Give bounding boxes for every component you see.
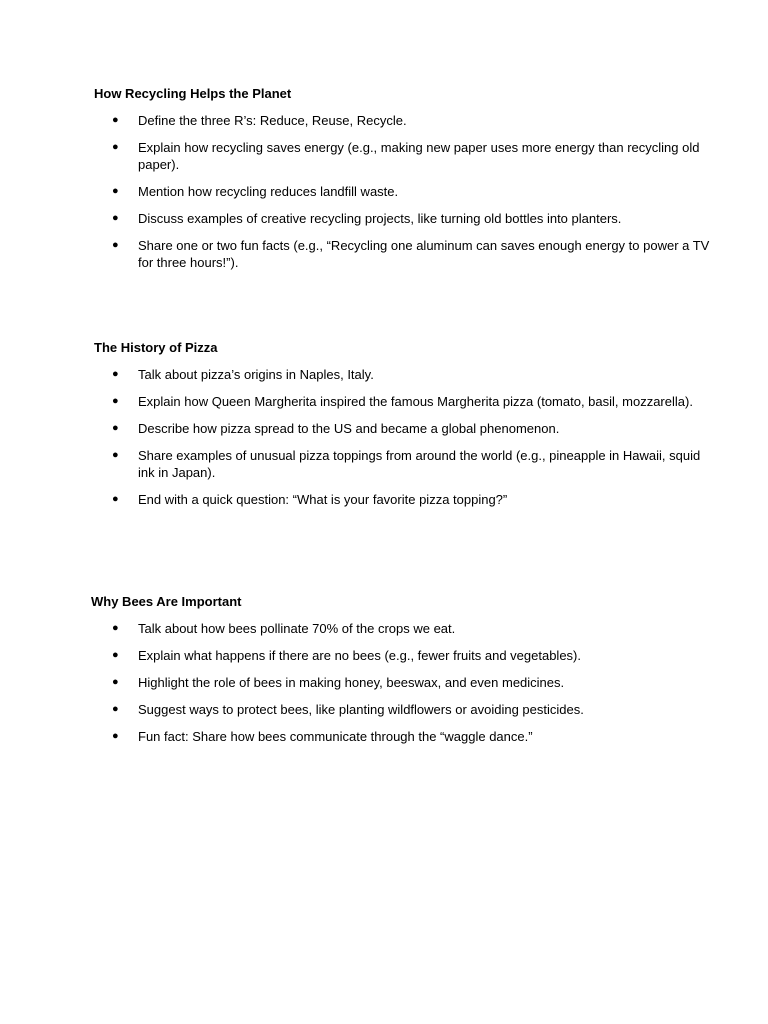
- list-item: ● Discuss examples of creative recycling projects, like turning old bottles into planters.: [112, 211, 622, 226]
- section-title: How Recycling Helps the Planet: [94, 86, 292, 101]
- bullet-icon: ●: [112, 676, 119, 688]
- bullet-list: [94, 112, 714, 271]
- bullet-icon: ●: [112, 730, 119, 742]
- list-item: ● End with a quick question: “What is your favorite pizza topping?”: [112, 492, 508, 507]
- bullet-icon: ●: [112, 212, 119, 224]
- list-item: ● Mention how recycling reduces landfill waste.: [112, 184, 399, 199]
- bullet-icon: ●: [112, 622, 119, 634]
- bullet-icon: ●: [112, 493, 119, 505]
- section-title: Why Bees Are Important: [91, 594, 242, 609]
- bullet-icon: ●: [112, 141, 119, 153]
- bullet-icon: ●: [112, 649, 119, 661]
- list-item: ● Describe how pizza spread to the US and became a global phenomenon.: [112, 421, 560, 436]
- section-recycling: [94, 85, 714, 271]
- bullet-icon: ●: [112, 368, 119, 380]
- list-item: ● Define the three R’s: Reduce, Reuse, Recycle.: [112, 113, 407, 128]
- list-item: ● Share one or two fun facts (e.g., “Recycling one aluminum can saves enough energy to power a TV for three hours!”).: [112, 238, 710, 270]
- bullet-list: [94, 366, 714, 508]
- section-title: The History of Pizza: [94, 340, 218, 355]
- bullet-icon: ●: [112, 114, 119, 126]
- bullet-icon: ●: [112, 703, 119, 715]
- bullet-icon: ●: [112, 185, 119, 197]
- list-item: ● Suggest ways to protect bees, like planting wildflowers or avoiding pesticides.: [112, 702, 584, 717]
- list-item: ● Explain how recycling saves energy (e.g., making new paper uses more energy than recycling old paper).: [112, 140, 700, 172]
- bullet-icon: ●: [112, 449, 119, 461]
- bullet-icon: ●: [112, 239, 119, 251]
- bullet-icon: ●: [112, 422, 119, 434]
- bullet-list: [91, 620, 711, 745]
- list-item: ● Explain how Queen Margherita inspired the famous Margherita pizza (tomato, basil, mozzarella).: [112, 394, 693, 409]
- list-item: ● Talk about pizza’s origins in Naples, Italy.: [112, 367, 374, 382]
- list-item: ● Highlight the role of bees in making honey, beeswax, and even medicines.: [112, 675, 565, 690]
- section-bees: [91, 593, 711, 745]
- list-item: ● Explain what happens if there are no bees (e.g., fewer fruits and vegetables).: [112, 648, 581, 663]
- list-item: ● Share examples of unusual pizza toppings from around the world (e.g., pineapple in Hawaii, squid ink in Japan).: [112, 448, 701, 480]
- section-pizza: [94, 339, 714, 508]
- list-item: ● Fun fact: Share how bees communicate through the “waggle dance.”: [112, 729, 533, 744]
- bullet-icon: ●: [112, 395, 119, 407]
- list-item: ● Talk about how bees pollinate 70% of the crops we eat.: [112, 621, 456, 636]
